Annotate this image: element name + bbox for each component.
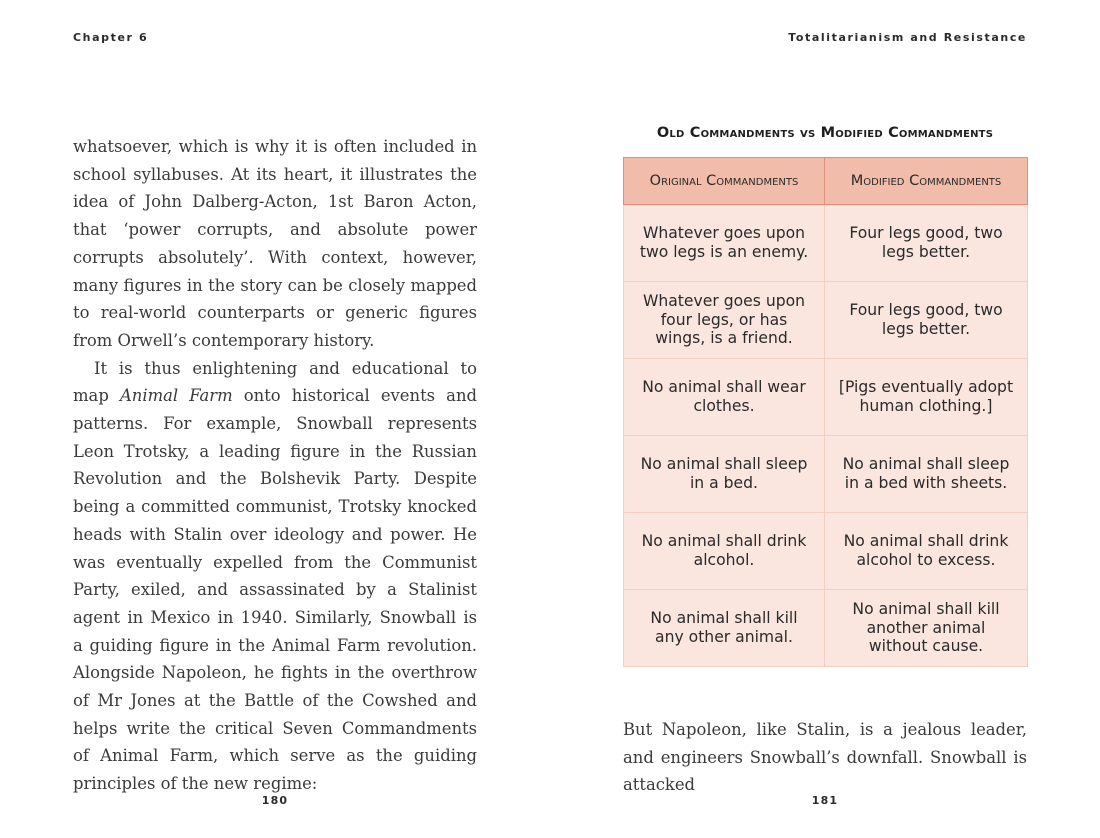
header-original: Original Commandments (624, 158, 825, 205)
paragraph-lead: It is thus enlightening and educational to map (73, 358, 477, 406)
cell-original: Whatever goes upon two legs is an enemy. (624, 205, 825, 282)
running-head-chapter: Chapter 6 (73, 31, 149, 44)
table-row (624, 436, 1028, 513)
cell-modified: [Pigs eventually adopt human clothing.] (825, 359, 1028, 436)
header-modified: Modified Commandments (825, 158, 1028, 205)
page-number-left: 180 (261, 794, 289, 807)
table-header-row (624, 158, 1028, 205)
paragraph (73, 355, 477, 798)
cell-modified: No animal shall kill another animal without cause. (825, 590, 1028, 667)
cell-modified: No animal shall drink alcohol to excess. (825, 513, 1028, 590)
right-body-text (623, 716, 1027, 799)
table-title: Old Commandments vs Modified Commandments (656, 125, 994, 141)
running-head-section: Totalitarianism and Resistance (788, 31, 1027, 44)
book-title-italic: Animal Farm (119, 386, 233, 406)
table-row (624, 282, 1028, 359)
page-number-right: 181 (811, 794, 839, 807)
commandments-table (623, 157, 1028, 667)
cell-original: No animal shall wear clothes. (624, 359, 825, 436)
table-row (624, 359, 1028, 436)
left-body-text (73, 133, 477, 798)
cell-modified: No animal shall sleep in a bed with sheets. (825, 436, 1028, 513)
right-page (550, 0, 1100, 838)
cell-original: No animal shall kill any other animal. (624, 590, 825, 667)
table-row (624, 590, 1028, 667)
table-row (624, 513, 1028, 590)
cell-original: No animal shall sleep in a bed. (624, 436, 825, 513)
table-row (624, 205, 1028, 282)
cell-modified: Four legs good, two legs better. (825, 282, 1028, 359)
paragraph: But Napoleon, like Stalin, is a jealous leader, and engineers Snowball’s downfall. Snowball is attacked (623, 720, 1027, 795)
cell-original: No animal shall drink alcohol. (624, 513, 825, 590)
paragraph: whatsoever, which is why it is often included in school syllabuses. At its heart, it illustrates the idea of John Dalberg-Acton, 1st Baron Acton, that ‘power corrupts, and absolute power corrupts absolutely’. With context, however, many figures in the story can be closely mapped to real-world counterparts or generic figures from Orwell’s contemporary history. (73, 137, 477, 350)
cell-original: Whatever goes upon four legs, or has wings, is a friend. (624, 282, 825, 359)
cell-modified: Four legs good, two legs better. (825, 205, 1028, 282)
paragraph-body: onto historical events and patterns. For example, Snowball represents Leon Trotsky, a leading figure in the Russian Revolution and the Bolshevik Party. Despite being a committed communist, Trotsky knocked heads with Stalin over ideology and power. He was eventually expelled from the Communist Party, exiled, and assassinated by a Stalinist agent in Mexico in 1940. Similarly, Snowball is a guiding figure in the Animal Farm revolution. Alongside Napoleon, he fights in the overthrow of Mr Jones at the Battle of the Cowshed and helps write the critical Seven Commandments of Animal Farm, which serve as the guiding principles of the new regime: (73, 386, 478, 794)
